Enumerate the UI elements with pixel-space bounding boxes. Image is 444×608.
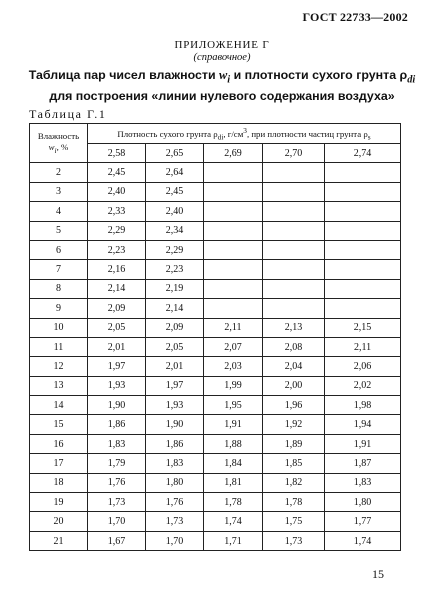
- page-number: 15: [372, 567, 384, 581]
- density-cell: 1,89: [263, 434, 325, 453]
- heading-var-w: w: [219, 68, 228, 82]
- particle-density-cell: 2,70: [263, 144, 325, 163]
- heading-line1: Таблица пар чисел влажности: [28, 68, 216, 82]
- density-cell: 2,13: [263, 318, 325, 337]
- table-label: Таблица Г.1: [29, 107, 107, 121]
- density-cell: 1,85: [263, 454, 325, 473]
- density-cell: 2,04: [263, 357, 325, 376]
- density-cell: 1,97: [88, 357, 146, 376]
- moisture-cell: 20: [30, 512, 88, 531]
- density-cell: 1,83: [88, 434, 146, 453]
- density-cell: [263, 260, 325, 279]
- table-row: [30, 415, 401, 434]
- density-cell: 1,78: [204, 493, 263, 512]
- density-cell: 1,70: [146, 531, 204, 550]
- density-cell: 2,09: [146, 318, 204, 337]
- density-cell: 1,97: [146, 376, 204, 395]
- density-cell: 1,93: [88, 376, 146, 395]
- density-cell: 1,99: [204, 376, 263, 395]
- moisture-cell: 3: [30, 182, 88, 201]
- density-cell: [204, 299, 263, 318]
- table-row: [30, 318, 401, 337]
- density-cell: 1,92: [263, 415, 325, 434]
- table-row: [30, 337, 401, 356]
- density-cell: 1,94: [325, 415, 401, 434]
- moisture-cell: 14: [30, 396, 88, 415]
- density-cell: 2,29: [146, 240, 204, 259]
- density-cell: 2,29: [88, 221, 146, 240]
- density-cell: 2,15: [325, 318, 401, 337]
- density-cell: 1,67: [88, 531, 146, 550]
- density-cell: [325, 202, 401, 221]
- density-group-header: Плотность сухого грунта $\rho_{di}$, $г/см^3$, при плотности частиц грунта $\rho_s$: [88, 124, 401, 144]
- density-cell: 1,74: [325, 531, 401, 550]
- density-cell: 2,40: [88, 182, 146, 201]
- density-cell: 2,34: [146, 221, 204, 240]
- density-cell: 2,16: [88, 260, 146, 279]
- density-cell: 2,05: [88, 318, 146, 337]
- density-cell: 2,11: [325, 337, 401, 356]
- density-cell: [204, 221, 263, 240]
- density-cell: 2,33: [88, 202, 146, 221]
- density-cell: 1,87: [325, 454, 401, 473]
- moisture-cell: 16: [30, 434, 88, 453]
- particle-density-cell: 2,58: [88, 144, 146, 163]
- density-cell: [325, 279, 401, 298]
- density-cell: 1,96: [263, 396, 325, 415]
- density-cell: 1,88: [204, 434, 263, 453]
- moisture-cell: 11: [30, 337, 88, 356]
- density-cell: [263, 182, 325, 201]
- density-cell: 1,75: [263, 512, 325, 531]
- density-cell: 1,76: [88, 473, 146, 492]
- density-cell: 1,80: [325, 493, 401, 512]
- moisture-cell: 7: [30, 260, 88, 279]
- heading-sub-i: i: [227, 74, 231, 86]
- density-cell: 2,03: [204, 357, 263, 376]
- document-code: ГОСТ 22733—2002: [302, 10, 408, 24]
- moisture-cell: 21: [30, 531, 88, 550]
- moisture-cell: 2: [30, 163, 88, 182]
- appendix-note: (справочное): [193, 52, 251, 63]
- appendix-title: ПРИЛОЖЕНИЕ Г: [174, 39, 270, 51]
- density-cell: [204, 202, 263, 221]
- density-cell: 2,05: [146, 337, 204, 356]
- moisture-cell: 13: [30, 376, 88, 395]
- density-cell: 1,80: [146, 473, 204, 492]
- particle-density-cell: 2,69: [204, 144, 263, 163]
- density-cell: 1,73: [146, 512, 204, 531]
- density-cell: 2,09: [88, 299, 146, 318]
- density-cell: 2,01: [88, 337, 146, 356]
- table-row: [30, 493, 401, 512]
- density-cell: 1,76: [146, 493, 204, 512]
- density-cell: 1,77: [325, 512, 401, 531]
- moisture-cell: 6: [30, 240, 88, 259]
- density-cell: [204, 163, 263, 182]
- density-cell: 2,11: [204, 318, 263, 337]
- table-row: [30, 396, 401, 415]
- table-row: [30, 299, 401, 318]
- density-cell: [325, 163, 401, 182]
- moisture-cell: 9: [30, 299, 88, 318]
- density-cell: 1,93: [146, 396, 204, 415]
- density-cell: 2,23: [146, 260, 204, 279]
- table-row: [30, 434, 401, 453]
- heading-sub-di: di: [407, 74, 416, 86]
- table-row: [30, 531, 401, 550]
- density-cell: [325, 221, 401, 240]
- density-cell: [204, 279, 263, 298]
- density-cell: 2,14: [88, 279, 146, 298]
- table-row: [30, 279, 401, 298]
- table-row: [30, 163, 401, 182]
- table-row: [30, 202, 401, 221]
- density-cell: 1,70: [88, 512, 146, 531]
- moisture-cell: 12: [30, 357, 88, 376]
- density-cell: 2,07: [204, 337, 263, 356]
- moisture-cell: 15: [30, 415, 88, 434]
- density-cell: 2,45: [88, 163, 146, 182]
- density-cell: [263, 202, 325, 221]
- density-cell: 2,06: [325, 357, 401, 376]
- density-cell: 2,23: [88, 240, 146, 259]
- density-cell: 1,95: [204, 396, 263, 415]
- table-heading: [20, 67, 424, 104]
- table-row: [30, 512, 401, 531]
- density-cell: [263, 163, 325, 182]
- density-cell: [263, 221, 325, 240]
- density-cell: 2,19: [146, 279, 204, 298]
- moisture-cell: 17: [30, 454, 88, 473]
- density-cell: 2,08: [263, 337, 325, 356]
- table-row: [30, 454, 401, 473]
- density-cell: 1,86: [146, 434, 204, 453]
- density-cell: 1,98: [325, 396, 401, 415]
- moisture-cell: 5: [30, 221, 88, 240]
- density-cell: [263, 240, 325, 259]
- density-cell: 1,91: [325, 434, 401, 453]
- table-row: [30, 221, 401, 240]
- density-cell: 1,91: [204, 415, 263, 434]
- density-cell: 1,78: [263, 493, 325, 512]
- density-cell: [204, 240, 263, 259]
- density-cell: [325, 182, 401, 201]
- density-cell: 1,81: [204, 473, 263, 492]
- density-cell: [325, 260, 401, 279]
- density-cell: 1,90: [146, 415, 204, 434]
- density-cell: [325, 299, 401, 318]
- density-cell: 2,45: [146, 182, 204, 201]
- density-cell: 1,71: [204, 531, 263, 550]
- density-cell: 1,82: [263, 473, 325, 492]
- moisture-cell: 19: [30, 493, 88, 512]
- density-cell: 1,84: [204, 454, 263, 473]
- density-cell: 1,86: [88, 415, 146, 434]
- density-cell: 2,01: [146, 357, 204, 376]
- density-cell: [263, 279, 325, 298]
- table-row: [30, 260, 401, 279]
- density-cell: 2,40: [146, 202, 204, 221]
- density-cell: 2,14: [146, 299, 204, 318]
- density-cell: 2,64: [146, 163, 204, 182]
- density-cell: 1,79: [88, 454, 146, 473]
- particle-density-cell: 2,74: [325, 144, 401, 163]
- density-cell: [263, 299, 325, 318]
- density-cell: [204, 260, 263, 279]
- density-cell: 1,90: [88, 396, 146, 415]
- heading-line2: для построения «линии нулевого содержания воздуха»: [49, 89, 395, 104]
- density-cell: 1,83: [325, 473, 401, 492]
- moisture-column-header: Влажность $w_i$, %: [30, 124, 88, 163]
- density-cell: [325, 240, 401, 259]
- table-row: [30, 240, 401, 259]
- density-cell: 1,74: [204, 512, 263, 531]
- density-cell: 1,73: [88, 493, 146, 512]
- density-cell: 2,00: [263, 376, 325, 395]
- moisture-cell: 8: [30, 279, 88, 298]
- table-row: [30, 357, 401, 376]
- moisture-cell: 18: [30, 473, 88, 492]
- density-cell: 1,73: [263, 531, 325, 550]
- density-table: [29, 123, 401, 551]
- density-cell: 1,83: [146, 454, 204, 473]
- heading-mid: и плотности сухого грунта ρ: [230, 68, 408, 82]
- moisture-cell: 4: [30, 202, 88, 221]
- density-cell: [204, 182, 263, 201]
- density-cell: 2,02: [325, 376, 401, 395]
- moisture-cell: 10: [30, 318, 88, 337]
- particle-density-cell: 2,65: [146, 144, 204, 163]
- table-row: [30, 473, 401, 492]
- table-row: [30, 376, 401, 395]
- table-row: [30, 182, 401, 201]
